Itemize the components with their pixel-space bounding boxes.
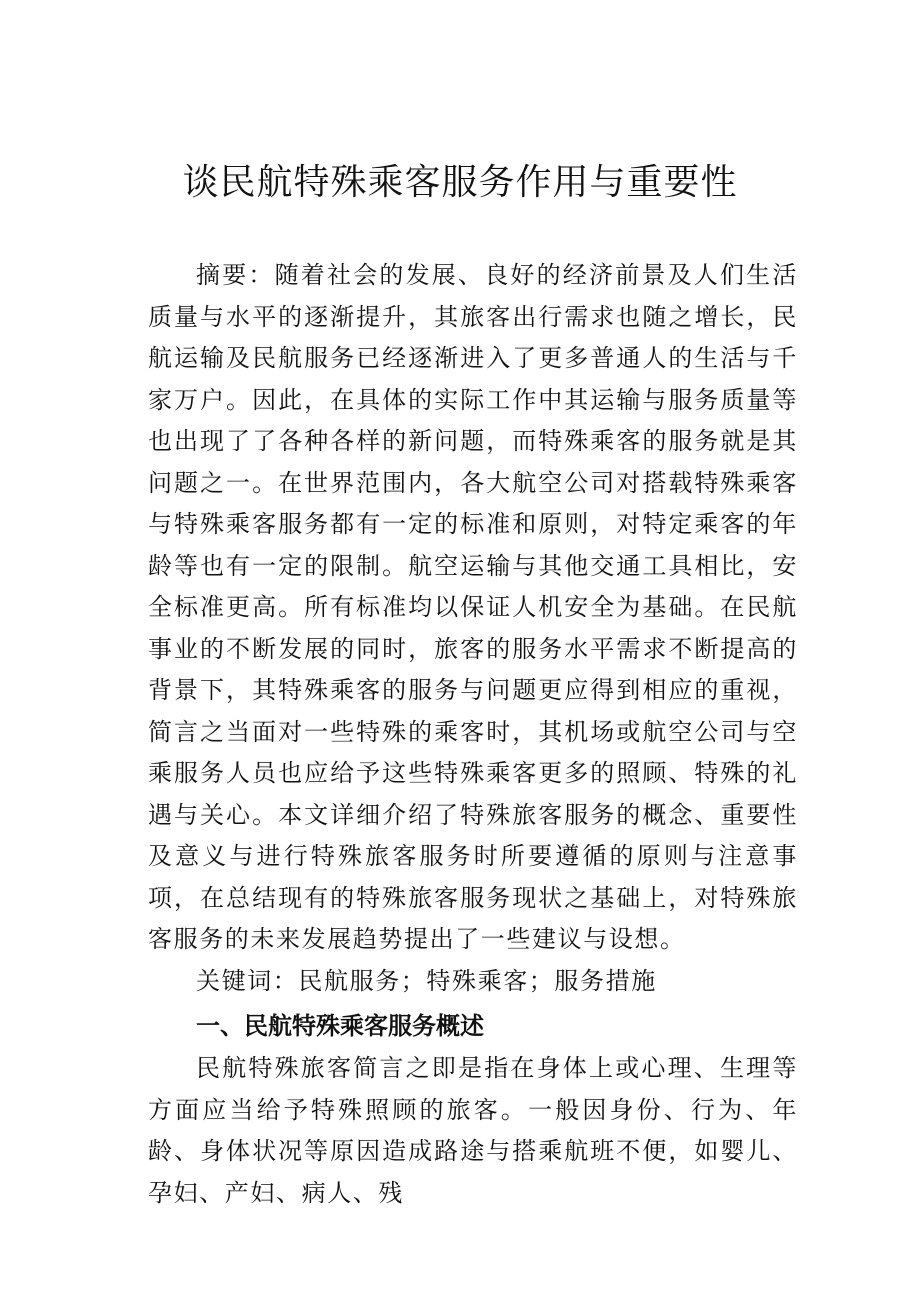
keywords-line: 关键词：民航服务；特殊乘客；服务措施 xyxy=(196,966,657,995)
abstract-paragraph: 摘要：随着社会的发展、良好的经济前景及人们生活质量与水平的逐渐提升，其旅客出行需求也随之增长，民航运输及民航服务已经逐渐进入了更多普通人的生活与千家万户。因此，在具体的实际工作中其运输与服务质量等也出现了了各种各样的新问题，而特殊乘客的服务就是其问题之一。在世界范围内，各大航空公司对搭载特殊乘客与特殊乘客服务都有一定的标准和原则，对特定乘客的年龄等也有一定的限制。航空运输与其他交通工具相比，安全标准更高。所有标准均以保证人机安全为基础。在民航事业的不断发展的同时，旅客的服务水平需求不断提高的背景下，其特殊乘客的服务与问题更应得到相应的重视，简言之当面对一些特殊的乘客时，其机场或航空公司与空乘服务人员也应给予这些特殊乘客更多的照顾、特殊的礼遇与关心。本文详细介绍了特殊旅客服务的概念、重要性及意义与进行特殊旅客服务时所要遵循的原则与注意事项，在总结现有的特殊旅客服务现状之基础上，对特殊旅客服务的未来发展趋势提出了一些建议与设想。 xyxy=(148,261,798,953)
section-paragraph: 民航特殊旅客简言之即是指在身体上或心理、生理等方面应当给予特殊照顾的旅客。一般因身份、行为、年龄、身体状况等原因造成路途与搭乘航班不便，如婴儿、孕妇、产妇、病人、残 xyxy=(148,1054,798,1207)
document-title: 谈民航特殊乘客服务作用与重要性 xyxy=(182,162,738,203)
section-heading: 一、民航特殊乘客服务概述 xyxy=(196,1012,484,1040)
document-body xyxy=(148,255,798,1214)
